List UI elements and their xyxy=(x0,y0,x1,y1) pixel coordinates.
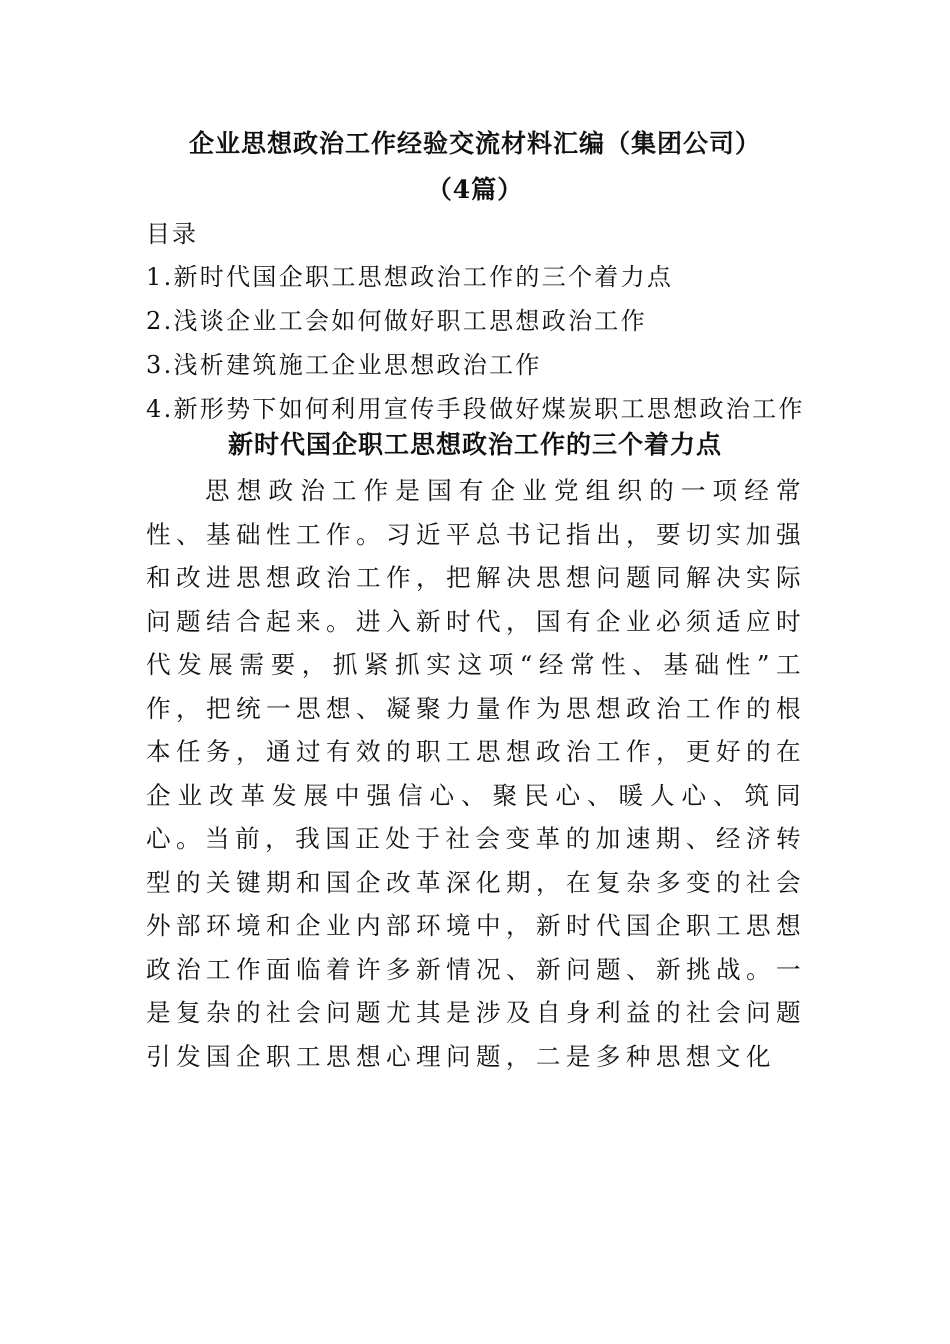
body-paragraph: 当前，我国正处于社会变革的加速期、经济转型的关键期和国企改革深化期，在复杂多变的社会外部环境和企业内部环境中，新时代国企职工思想政治工作面临着许多新情况、新问题、新挑战。一是复杂的社会问题尤其是涉及自身利益的社会问题引发国企职工思想心理问题，二是多种思想文化 xyxy=(146,824,806,1071)
toc-heading: 目录 xyxy=(146,220,198,248)
document-title: 企业思想政治工作经验交流材料汇编（集团公司） xyxy=(188,129,761,158)
table-of-contents xyxy=(146,255,805,431)
toc-item: 2.浅谈企业工会如何做好职工思想政治工作 xyxy=(146,307,647,335)
document-subtitle: （4篇） xyxy=(426,175,524,204)
body-paragraph: 思想政治工作是国有企业党组织的一项经常性、基础性工作。习近平总书记指出，要切实加强和改进思想政治工作，把解决思想问题同解决实际问题结合起来。进入新时代，国有企业必须适应时代发展需要，抓紧抓实这项“经常性、基础性”工作，把统一思想、凝聚力量作为思想政治工作的根本任务，通过有效的职工思想政治工作，更好的在企业改革发展中强信心、聚民心、暖人心、筑同心。 xyxy=(146,476,806,853)
toc-item: 1.新时代国企职工思想政治工作的三个着力点 xyxy=(146,263,674,291)
section-title: 新时代国企职工思想政治工作的三个着力点 xyxy=(227,430,722,459)
toc-item: 4.新形势下如何利用宣传手段做好煤炭职工思想政治工作 xyxy=(146,395,805,423)
toc-item: 3.浅析建筑施工企业思想政治工作 xyxy=(146,351,542,379)
